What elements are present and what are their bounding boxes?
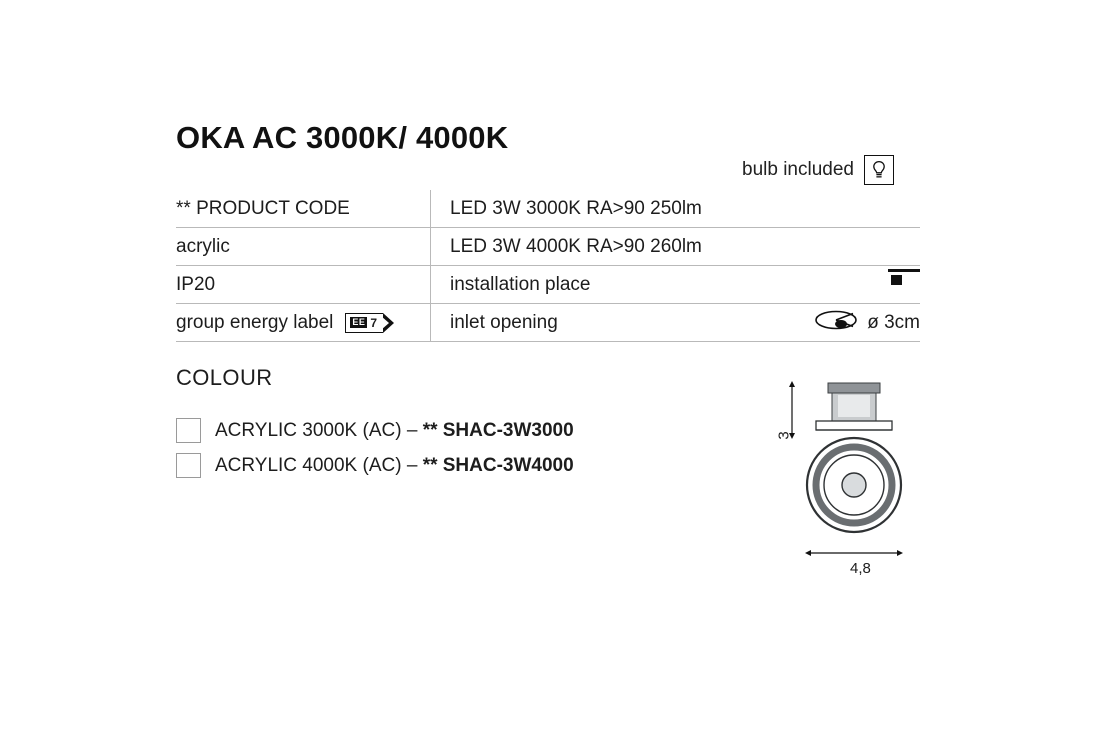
ceiling-mount-icon (888, 269, 920, 301)
spec-right-0: LED 3W 3000K RA>90 250lm (450, 197, 702, 219)
spec-right-3 (450, 304, 920, 341)
technical-drawings (770, 375, 970, 590)
energy-label-tag (345, 313, 393, 333)
dimension-height-label: 3 (775, 431, 793, 440)
colour-heading: COLOUR (176, 365, 273, 390)
bulb-included-row (742, 155, 894, 185)
spec-right-2 (450, 266, 920, 303)
energy-tag-tip (383, 313, 394, 333)
colour-option-checkbox-0[interactable] (176, 418, 201, 443)
energy-tag-value: 7 (370, 315, 378, 330)
colour-option-name-0: ACRYLIC 3000K (AC) – (215, 419, 423, 441)
table-row (176, 190, 920, 228)
installation-place-graphic (888, 266, 920, 303)
spec-right-3-text: inlet opening (450, 311, 558, 333)
bulb-included-label: bulb included (742, 159, 854, 180)
colour-option-row[interactable] (176, 453, 574, 478)
bulb-icon (864, 155, 894, 185)
page-title: OKA AC 3000K/ 4000K (176, 120, 509, 155)
colour-option-row[interactable] (176, 418, 574, 443)
energy-tag-body (345, 313, 382, 333)
energy-label-text: group energy label (176, 311, 334, 333)
dimension-width-label: 4,8 (850, 560, 871, 577)
spec-left-0: ** PRODUCT CODE (176, 197, 350, 219)
table-row (176, 228, 920, 266)
spec-table (176, 190, 920, 342)
fixture-drawing (770, 375, 970, 590)
spec-right-2-text: installation place (450, 273, 591, 295)
colour-option-label-0 (215, 420, 574, 442)
energy-tag-badge: EE (352, 317, 366, 327)
table-row (176, 304, 920, 342)
inlet-opening-icon (815, 309, 857, 337)
table-row (176, 266, 920, 304)
colour-option-checkbox-1[interactable] (176, 453, 201, 478)
spec-left-2: IP20 (176, 273, 216, 295)
spec-right-1: LED 3W 4000K RA>90 260lm (450, 235, 702, 257)
colour-option-name-1: ACRYLIC 4000K (AC) – (215, 454, 423, 476)
inlet-opening-graphic (815, 304, 920, 341)
colour-option-code-0: ** SHAC-3W3000 (422, 419, 574, 441)
colour-option-label-1 (215, 455, 574, 477)
spec-left-3 (176, 304, 430, 341)
spec-left-1: acrylic (176, 235, 230, 257)
inlet-opening-size: ø 3cm (867, 311, 920, 333)
colour-option-code-1: ** SHAC-3W4000 (422, 454, 574, 476)
